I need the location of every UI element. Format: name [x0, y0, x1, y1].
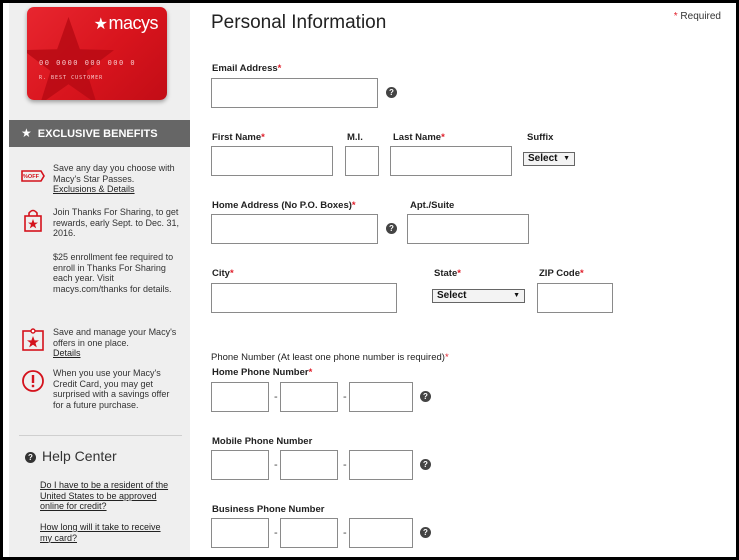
- dash-separator: -: [343, 391, 347, 403]
- city-label: City*: [212, 268, 234, 279]
- exclusions-details-link[interactable]: Exclusions & Details: [53, 184, 135, 194]
- home-address-label: Home Address (No P.O. Boxes)*: [212, 200, 356, 211]
- dash-separator: -: [274, 391, 278, 403]
- home-phone-help-icon[interactable]: ?: [420, 391, 431, 402]
- offers-details-link[interactable]: Details: [53, 348, 81, 358]
- first-name-label: First Name*: [212, 132, 265, 143]
- benefits-header: ★ EXCLUSIVE BENEFITS: [9, 120, 190, 147]
- card-number: 00 0000 000 000 0: [39, 59, 137, 67]
- question-icon: ?: [25, 452, 36, 463]
- alert-circle-icon: [21, 369, 45, 393]
- mobile-phone-prefix-field[interactable]: [280, 450, 338, 480]
- star-coupon-icon: [21, 328, 45, 352]
- suffix-select[interactable]: Select ▼: [523, 152, 575, 166]
- phone-requirement-note: Phone Number (At least one phone number is required)*: [211, 352, 449, 363]
- email-label: Email Address*: [212, 63, 282, 74]
- dash-separator: -: [343, 527, 347, 539]
- business-phone-label: Business Phone Number: [212, 504, 325, 515]
- caret-down-icon: ▼: [513, 292, 520, 299]
- dash-separator: -: [274, 527, 278, 539]
- zip-code-label: ZIP Code*: [539, 268, 584, 279]
- percent-off-tag-icon: [21, 164, 45, 188]
- city-field[interactable]: [211, 283, 397, 313]
- home-phone-label: Home Phone Number*: [212, 367, 313, 378]
- apt-suite-field[interactable]: [407, 214, 529, 244]
- home-phone-area-field[interactable]: [211, 382, 269, 412]
- card-brand-logo: ★macys: [93, 13, 158, 33]
- home-phone-prefix-field[interactable]: [280, 382, 338, 412]
- business-phone-help-icon[interactable]: ?: [420, 527, 431, 538]
- state-label: State*: [434, 268, 461, 279]
- mobile-phone-area-field[interactable]: [211, 450, 269, 480]
- mobile-phone-help-icon[interactable]: ?: [420, 459, 431, 470]
- email-help-icon[interactable]: ?: [386, 87, 397, 98]
- last-name-field[interactable]: [390, 146, 512, 176]
- page-title: Personal Information: [211, 12, 387, 33]
- page-frame: [3, 3, 736, 557]
- shopping-bag-icon: [21, 208, 45, 232]
- zip-code-field[interactable]: [537, 283, 613, 313]
- business-phone-prefix-field[interactable]: [280, 518, 338, 548]
- caret-down-icon: ▼: [563, 155, 570, 162]
- mobile-phone-label: Mobile Phone Number: [212, 436, 313, 447]
- credit-card-image: [27, 7, 167, 100]
- personal-info-form: [190, 3, 736, 557]
- sidebar: ★macys 00 0000 000 000 0 R. BEST CUSTOMER ★ EXCLUSIVE BENEFITS %OFF Save any day you choose with Macy's Star Passes. Exclusions & Details Join Thanks For Sharing, to get rewards, early Sept. to Dec. 31, 2016. $25 enrollment fee required to enroll in Thanks For Sharing each year. Visit macys.com/thanks for details. Save and manage your Macy's offers in one place. Details When you use your Macy's Credit Card, you may get surprised with a savings offer for a future purchase. ? Help Center Do I have to be a resident of the United States to be approved online for credit? How long will it take to receive my card?: [9, 3, 190, 557]
- mobile-phone-line-field[interactable]: [349, 450, 413, 480]
- star-icon: ★: [93, 16, 108, 33]
- star-icon: ★: [21, 126, 32, 140]
- card-holder: R. BEST CUSTOMER: [39, 75, 104, 81]
- dash-separator: -: [274, 459, 278, 471]
- help-link-card-delivery[interactable]: How long will it take to receive my card?: [40, 522, 161, 543]
- divider: [19, 435, 182, 436]
- home-phone-line-field[interactable]: [349, 382, 413, 412]
- help-center-title: ? Help Center: [25, 448, 117, 464]
- apt-suite-label: Apt./Suite: [410, 200, 455, 211]
- dash-separator: -: [343, 459, 347, 471]
- help-link-residency[interactable]: Do I have to be a resident of the United States to be approved online for credit?: [40, 480, 169, 511]
- first-name-field[interactable]: [211, 146, 333, 176]
- last-name-label: Last Name*: [393, 132, 445, 143]
- business-phone-area-field[interactable]: [211, 518, 269, 548]
- home-address-field[interactable]: [211, 214, 378, 244]
- suffix-label: Suffix: [527, 132, 554, 143]
- email-field[interactable]: [211, 78, 378, 108]
- business-phone-line-field[interactable]: [349, 518, 413, 548]
- required-note: * Required: [673, 11, 721, 22]
- middle-initial-field[interactable]: [345, 146, 379, 176]
- state-select[interactable]: Select ▼: [432, 289, 525, 303]
- address-help-icon[interactable]: ?: [386, 223, 397, 234]
- mi-label: M.I.: [347, 132, 363, 143]
- svg-text:%OFF: %OFF: [23, 174, 39, 181]
